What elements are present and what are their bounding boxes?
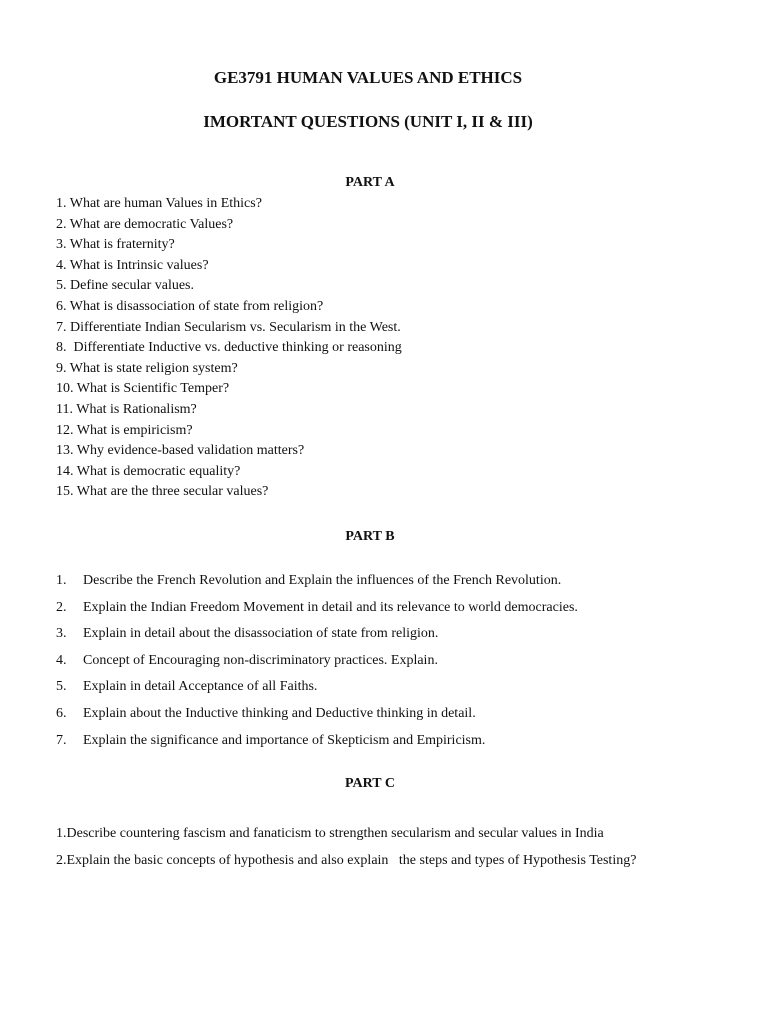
part-a-question: 10. What is Scientific Temper? [56,381,230,397]
question-number: 1. [56,573,67,588]
part-a-question: 7. Differentiate Indian Secularism vs. Secularism in the West. [56,319,401,335]
part-a-question: 1. What are human Values in Ethics? [56,196,262,211]
question-number: 6. [56,705,67,721]
part-b-question [56,568,578,595]
part-a-heading: PART A [345,175,395,190]
part-c-heading: PART C [345,776,395,791]
question-number: 2. [56,599,67,615]
question-number: 7. [56,732,67,748]
part-a-question: 15. What are the three secular values? [56,484,269,500]
part-b-question-list [56,568,578,754]
part-c-question: 1.Describe countering fascism and fanaticism to strengthen secularism and secular values in India [56,826,604,841]
question-number: 4. [56,652,67,668]
question-number: 3. [56,626,67,642]
part-a-question-list [56,194,402,503]
part-a-question: 11. What is Rationalism? [56,401,197,417]
question-text: Explain in detail about the disassociation of state from religion. [83,626,439,642]
question-text: Explain in detail Acceptance of all Faiths. [83,679,318,695]
part-a-question: 5. Define secular values. [56,278,194,294]
part-a-question: 14. What is democratic equality? [56,463,241,479]
part-b-question [56,595,578,622]
part-b-heading: PART B [345,529,395,544]
part-b-question [56,648,578,675]
question-text: Concept of Encouraging non-discriminatory practices. Explain. [83,652,438,668]
document-title: GE3791 HUMAN VALUES AND ETHICS [213,68,523,87]
part-a-question: 4. What is Intrinsic values? [56,257,209,273]
part-a-question: 13. Why evidence-based validation matters? [56,443,305,459]
question-text: Explain the Indian Freedom Movement in detail and its relevance to world democracies. [83,599,578,615]
part-a-question: 6. What is disassociation of state from religion? [56,298,324,314]
document-subtitle: IMORTANT QUESTIONS (UNIT I, II & III) [203,112,533,131]
question-text: Explain the significance and importance of Skepticism and Empiricism. [83,732,486,748]
part-b-question [56,621,578,648]
question-text: Explain about the Inductive thinking and Deductive thinking in detail. [83,705,476,721]
part-a-question: 2. What are democratic Values? [56,216,234,232]
part-a-question: 3. What is fraternity? [56,237,175,253]
part-c-question: 2.Explain the basic concepts of hypothesis and also explain the steps and types of Hypothesis Testing? [56,853,637,868]
part-a-question: 9. What is state religion system? [56,360,238,376]
question-number: 5. [56,679,67,695]
question-text: Describe the French Revolution and Explain the influences of the French Revolution. [83,573,562,588]
part-a-question: 8. Differentiate Inductive vs. deductive thinking or reasoning [56,340,402,356]
part-b-question [56,728,578,755]
part-b-question [56,674,578,701]
part-c-question-list [56,820,636,874]
part-b-question [56,701,578,728]
part-a-question: 12. What is empiricism? [56,422,193,438]
